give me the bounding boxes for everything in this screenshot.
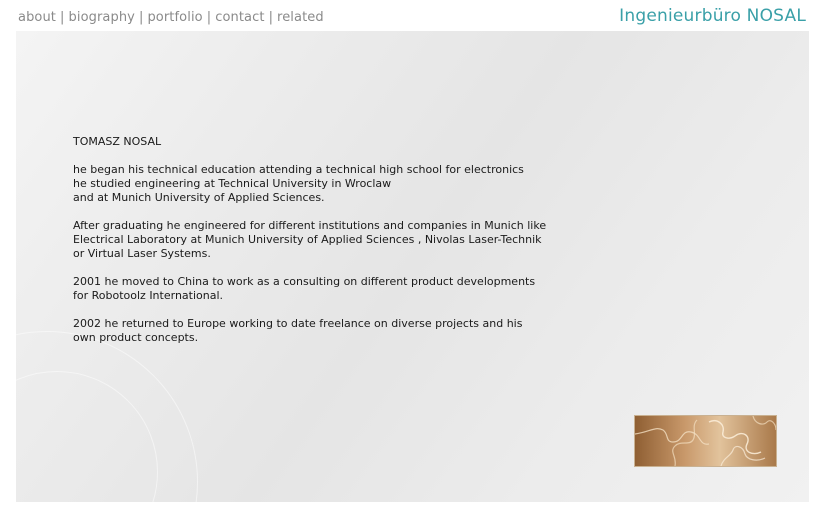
top-navigation [18, 10, 324, 25]
nav-separator: | [138, 10, 144, 25]
nav-link-biography[interactable]: biography [68, 10, 135, 25]
nav-separator: | [268, 10, 274, 25]
nav-link-related[interactable]: related [277, 10, 324, 25]
puzzle-icon [635, 416, 776, 466]
bio-paragraph: 2001 he moved to China to work as a consulting on different product developments for Robotoolz International. [73, 275, 536, 302]
bio-paragraph: 2002 he returned to Europe working to date freelance on diverse projects and his own product concepts. [73, 317, 523, 344]
bio-paragraph: After graduating he engineered for different institutions and companies in Munich like Electrical Laboratory at Munich University of Applied Sciences , Nivolas Laser-Technik or Virtual Laser Systems. [73, 219, 547, 260]
content-panel [16, 31, 809, 502]
puzzle-image [634, 415, 777, 467]
nav-separator: | [206, 10, 212, 25]
bio-heading: TOMASZ NOSAL [73, 135, 162, 148]
nav-link-portfolio[interactable]: portfolio [147, 10, 203, 25]
nav-link-contact[interactable]: contact [215, 10, 265, 25]
bio-paragraph: he began his technical education attending a technical high school for electronics he studied engineering at Technical University in Wroclaw and at Munich University of Applied Sciences. [73, 163, 524, 204]
site-logo[interactable]: Ingenieurbüro NOSAL [619, 6, 806, 26]
biography-text [73, 135, 553, 359]
nav-link-about[interactable]: about [18, 10, 57, 25]
nav-separator: | [60, 10, 65, 25]
